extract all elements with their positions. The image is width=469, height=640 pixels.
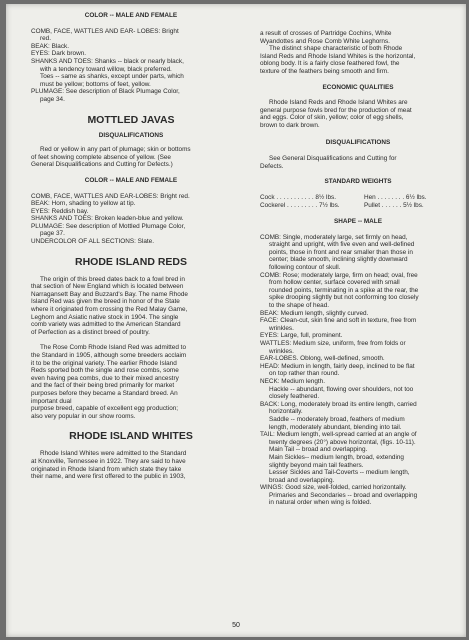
text-line: Reds sported both the single and rose combs, some (31, 367, 179, 375)
text-line: Main Tail -- broad and overlapping. (269, 446, 368, 454)
disqualifications-heading: DISQUALIFICATIONS (98, 131, 164, 139)
text-line: oblong body. It is a fairly close feathered fowl, the (260, 60, 400, 68)
text-line: at Knoxville, Tennessee in 1922. They are said to have (31, 457, 186, 465)
reds-paragraph-1 (31, 276, 231, 337)
page-number: 50 (232, 622, 240, 629)
text-line: straight and upright, with five even and well-defined (269, 241, 415, 249)
text-line: Red or yellow in any part of plumage; skin or bottoms (40, 146, 191, 154)
shape-male-heading: SHAPE -- MALE (334, 218, 382, 226)
standard-weights-heading: STANDARD WEIGHTS (324, 178, 392, 186)
text-line: length, moderately abundant, blending into tail. (269, 423, 402, 431)
right-column (260, 4, 456, 507)
text-line: Island Reds and Rhode Island Whites is the horizontal, (260, 52, 416, 60)
weight-female: Pullet . . . . . . 5½ lbs. (364, 201, 424, 209)
weights-row (260, 202, 456, 210)
color-heading-javas-black: COLOR -- MALE AND FEMALE (84, 12, 178, 19)
text-line: the Standard in 1905, although some breeders acclaim (31, 352, 187, 359)
text-line: TAIL: Medium length, well-spread carried at an angle of (260, 431, 417, 439)
text-line: and the fact of their being bred primarily for market (31, 382, 175, 390)
text-line: purposes before they became a Standard breed. An (31, 389, 178, 397)
text-line: WINGS: Good size, well-folded, carried horizontally. (260, 484, 407, 492)
text-line: BACK: Long, moderately broad its entire length, carried (260, 400, 417, 408)
text-line: See General Disqualifications and Cutting for (269, 155, 397, 163)
text-line: Island Red was given the breed in honor of the State (31, 298, 180, 306)
text-line: purpose breed, capable of excellent egg production; (31, 405, 179, 413)
text-line: spike drooping slightly but not conforming too closely (269, 294, 419, 302)
text-line: from hollow center, surface covered with small (269, 279, 400, 287)
shape-male-text (260, 234, 456, 507)
text-line: Leghorn and Asiatic native stock in 1904. The single (31, 313, 179, 321)
text-line: with a tendency toward willow, black preferred. (40, 65, 172, 73)
text-line: rounded points, terminating in a spike at the rear, the (269, 286, 419, 294)
text-line: it to be the original variety. The earlier Rhode Island (31, 359, 177, 367)
text-line: horizontally. (269, 408, 303, 416)
disqualifications-text (31, 146, 231, 169)
text-line: WATTLES: Medium size, uniform, free from folds or (260, 340, 406, 347)
document-page (6, 4, 466, 637)
weights-row (260, 194, 456, 202)
text-line: BEAK: Black. (31, 42, 70, 50)
text-line: Main Sickles-- medium length, broad, extending (269, 453, 404, 461)
disqualifications-text (260, 155, 456, 170)
text-line: wrinkles. (269, 324, 294, 332)
economic-qualities-heading: ECONOMIC QUALITIES (322, 83, 394, 91)
text-line: HEAD: Medium in length, fairly deep, inclined to be flat (260, 362, 415, 370)
text-line: The distinct shape characteristic of both Rhode (269, 45, 403, 53)
text-line: Toes -- same as shanks, except under parts, which (40, 73, 184, 81)
text-line: UNDERCOLOR OF ALL SECTIONS: Slate. (31, 238, 154, 246)
breed-title-rhode-island-whites: RHODE ISLAND WHITES (69, 430, 193, 443)
text-line: twenty degrees (20°) above horizontal, (figs. 10-11). (269, 438, 416, 446)
breed-title-rhode-island-reds: RHODE ISLAND REDS (74, 255, 187, 268)
text-line: must be yellow; bottoms of feet, yellow. (40, 80, 151, 88)
text-line: The origin of this breed dates back to a fowl bred in (40, 275, 185, 283)
text-line: wrinkles. (269, 347, 294, 355)
text-line: PLUMAGE: See description of Black Plumage Color, (31, 88, 180, 96)
text-line: on top rather than round. (269, 370, 340, 378)
text-line: of feet showing complete absence of yellow. (See (31, 153, 171, 161)
text-line: that section of New England which is located between (31, 283, 184, 291)
text-line: COMB: Rose; moderately large, firm on head; oval, free (260, 271, 418, 279)
reds-paragraph-2 (31, 344, 231, 420)
text-line: General Disqualifications and Cutting for Defects.) (31, 161, 173, 169)
text-line: EYES: Dark brown. (31, 50, 87, 58)
text-line: page 34. (40, 95, 65, 103)
text-line: brown to dark brown. (260, 121, 320, 129)
weight-male: Cockerel . . . . . . . . . 7½ lbs. (260, 201, 340, 209)
text-line: Hackle -- abundant, flowing over shoulders, not too (269, 385, 414, 393)
text-line: SHANKS AND TOES: Shanks -- black or nearly black, (31, 57, 184, 65)
text-line: EYES: Large, full, prominent. (260, 332, 343, 340)
text-line: red. (40, 35, 52, 43)
text-line: COMB, FACE, WATTLES AND EAR-LOBES: Bright red. (31, 192, 190, 200)
text-line: points, those in front and rear smaller than those in (269, 248, 413, 256)
color-section-1 (31, 28, 231, 104)
text-line: of Perfection as a distinct breed of poultry. (31, 328, 150, 336)
left-column (31, 4, 231, 481)
text-line: a result of crosses of Partridge Cochins, White (260, 30, 392, 37)
text-line: following contour of skull. (269, 264, 341, 272)
text-line: PLUMAGE: See description of Mottled Plumage Color, (31, 222, 186, 230)
text-line: comb variety was admitted to the American Standard (31, 321, 181, 329)
disqualifications-heading: DISQUALIFICATIONS (325, 138, 391, 146)
text-line: FACE: Clean-cut, skin fine and soft in texture, free from (260, 317, 417, 325)
text-line: Rhode Island Reds and Rhode Island Whites are (269, 99, 408, 107)
economic-qualities-text (260, 99, 456, 129)
breed-title-mottled-javas: MOTTLED JAVAS (87, 113, 175, 126)
text-line: originated in Rhode Island from which state they take (31, 465, 182, 473)
text-line: NECK: Medium length. (260, 377, 325, 385)
color-section-2 (31, 193, 231, 246)
text-line: their name, and were first offered to the public in 1903, (31, 473, 186, 481)
text-line: slightly beyond main tail feathers. (269, 461, 364, 469)
weights-table (260, 194, 456, 209)
text-line: even having pea combs, due to their mixed ancestry (31, 374, 179, 382)
text-line: BEAK: Medium length, slightly curved. (260, 309, 369, 317)
text-line: to the shape of head. (269, 302, 330, 310)
intro-paragraph (260, 30, 456, 76)
text-line: where it originated from crossing the Red Malay Game, (31, 306, 188, 314)
text-line: The Rose Comb Rhode Island Red was admitted to (40, 344, 186, 352)
whites-paragraph (31, 450, 231, 480)
text-line: SHANKS AND TOES: Broken leaden-blue and yellow. (31, 215, 184, 223)
text-line: Primaries and Secondaries -- broad and overlapping (269, 491, 418, 499)
text-line: Narragansett Bay and Buzzard's Bay. The name Rhode (31, 290, 188, 298)
text-line: Defects. (260, 162, 284, 170)
text-line: Rhode Island Whites were admitted to the Standard (40, 450, 187, 458)
text-line: texture of the feathers being smooth and firm. (260, 67, 389, 75)
text-line: also very popular in our show rooms. (31, 412, 136, 420)
text-line: broad and overlapping. (269, 476, 335, 484)
text-line: Wyandottes and Rose Comb White Leghorns. (260, 37, 390, 45)
text-line: COMB: Single, moderately large, set firmly on head, (260, 233, 408, 241)
text-line: BEAK: Horn, shading to yellow at tip. (31, 200, 136, 208)
weight-female: Hen . . . . . . . . 6½ lbs. (364, 193, 427, 201)
text-line: closely feathered. (269, 393, 320, 401)
text-line: Lesser Sickles and Tail-Coverts -- medium length, (269, 469, 410, 477)
text-line: EAR-LOBES. Oblong, well-defined, smooth. (260, 355, 385, 363)
text-line: and eggs. Color of skin, yellow; color of egg shells, (260, 114, 404, 122)
text-line: important dual (31, 397, 72, 405)
text-line: page 37. (40, 230, 65, 238)
text-line: in natural order when wing is folded. (269, 499, 372, 507)
text-line: center; blade smooth, inclining slightly downward (269, 256, 408, 264)
color-heading-mottled: COLOR -- MALE AND FEMALE (84, 176, 178, 184)
text-line: EYES: Reddish bay. (31, 207, 89, 215)
text-line: Saddle -- moderately broad, feathers of medium (269, 415, 405, 423)
weight-male: Cock . . . . . . . . . . . 8½ lbs. (260, 193, 337, 201)
text-line: COMB, FACE, WATTLES AND EAR- LOBES: Bright (31, 27, 179, 35)
text-line: general purpose fowls bred for the production of meat (260, 106, 412, 114)
